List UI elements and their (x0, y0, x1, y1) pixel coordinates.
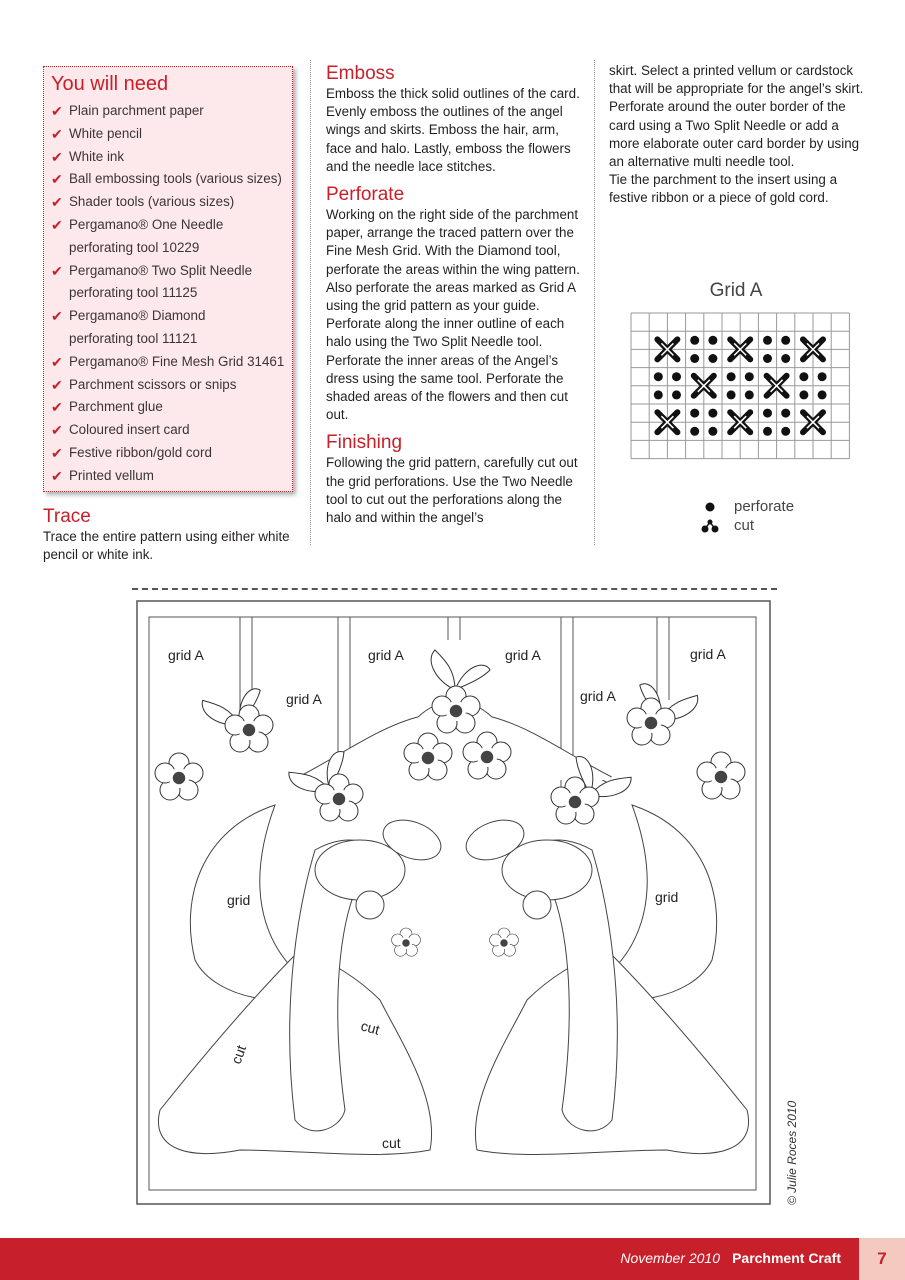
magazine-name: Parchment Craft (732, 1250, 841, 1266)
pattern-label-grid-a: grid A (580, 688, 616, 704)
grid-a-title: Grid A (709, 280, 763, 301)
finishing-heading: Finishing (326, 432, 403, 454)
materials-list-item-label: Pergamano® Fine Mesh Grid 31461 (69, 353, 285, 369)
trace-text: Trace the entire pattern using either white pencil or white ink. (43, 529, 290, 563)
checkmark-icon: ✔ (51, 467, 63, 484)
checkmark-icon: ✔ (51, 148, 63, 165)
finishing-text-cont: skirt. Select a printed vellum or cardstock that will be appropriate for the angel’s skirt. Perforate around the outer border of the card using a Two Split Needle or add a more elaborate outer card border by using an alternative multi needle tool. (609, 63, 864, 170)
legend-perforate: perforate (734, 498, 795, 515)
checkmark-icon: ✔ (51, 376, 63, 393)
legend-cut: cut (734, 517, 755, 534)
page-number: 7 (859, 1238, 905, 1280)
perforate-heading: Perforate (326, 184, 405, 206)
you-will-need-heading: You will need (51, 73, 169, 95)
materials-list-item-label: Parchment glue (69, 399, 163, 415)
page-footer (0, 1238, 905, 1280)
materials-list-item-label: Pergamano® Two Split Needle (69, 262, 253, 278)
materials-list-item-label: perforating tool 11125 (69, 285, 198, 301)
materials-list-item-label: perforating tool 11121 (69, 330, 198, 346)
materials-list-item-label: Shader tools (various sizes) (69, 194, 235, 210)
checkmark-icon: ✔ (51, 422, 63, 439)
finishing-text-tie: Tie the parchment to the insert using a festive ribbon or a piece of gold cord. (609, 172, 838, 206)
pattern-label-grid-a: grid A (168, 647, 204, 663)
pattern-label-grid-a: grid A (505, 647, 541, 663)
checkmark-icon: ✔ (51, 308, 63, 325)
copyright-credit: © Julie Roces 2010 (785, 1100, 799, 1205)
checkmark-icon: ✔ (51, 171, 63, 188)
materials-list-item-label: White pencil (69, 125, 142, 141)
pattern-label-cut: cut (227, 1042, 250, 1067)
checkmark-icon: ✔ (51, 216, 63, 233)
materials-list-item-label: Festive ribbon/gold cord (69, 444, 212, 460)
materials-list-item-label: Coloured insert card (69, 422, 190, 438)
checkmark-icon: ✔ (51, 444, 63, 461)
materials-list-item-label: White ink (69, 148, 125, 164)
materials-list-item-label: Pergamano® One Needle (69, 216, 224, 232)
materials-list-item-label: Ball embossing tools (various sizes) (69, 171, 282, 187)
finishing-text: Following the grid pattern, carefully cut out the grid perforations. Use the Two Needle tool to cut out the perforations along the halo and within the angel’s (326, 455, 578, 526)
materials-list-item-label: Plain parchment paper (69, 103, 204, 118)
pattern-label-grid-a: grid A (368, 647, 404, 663)
pattern-label-cut: cut (382, 1135, 401, 1151)
pattern-label-grid: grid (655, 889, 679, 905)
perforate-text: Working on the right side of the parchment paper, arrange the traced pattern over the Fine Mesh Grid. With the Diamond tool, perforate the areas within the wing pattern. Also perforate the areas marked as Grid A using the grid pattern as your guide. Perforate along the inner outline of each halo using the Two Split Needle tool. Perforate the inner areas of the Angel’s dress using the same tool. Perforate the shaded areas of the flowers and then cut out. (326, 207, 580, 423)
materials-list-item-label: Pergamano® Diamond (69, 308, 206, 324)
pattern-label-grid-a: grid A (286, 691, 322, 707)
checkmark-icon: ✔ (51, 262, 63, 279)
materials-list-item-label: Parchment scissors or snips (69, 376, 237, 392)
materials-list-item-label: perforating tool 10229 (69, 239, 200, 255)
pattern-label-cut: cut (359, 1017, 382, 1038)
checkmark-icon: ✔ (51, 399, 63, 416)
checkmark-icon: ✔ (51, 103, 63, 119)
trace-heading: Trace (43, 506, 91, 527)
emboss-heading: Emboss (326, 63, 395, 84)
emboss-text: Emboss the thick solid outlines of the card. Evenly emboss the outlines of the angel wings and skirts. Emboss the hair, arm, face and halo. Lastly, emboss the flowers and the needle lace stitches. (326, 86, 580, 174)
issue-date: November 2010 (620, 1250, 720, 1266)
checkmark-icon: ✔ (51, 125, 63, 142)
materials-list-item-label: Printed vellum (69, 467, 154, 483)
checkmark-icon: ✔ (51, 353, 63, 370)
pattern-label-grid: grid (227, 892, 251, 908)
checkmark-icon: ✔ (51, 194, 63, 211)
pattern-label-grid-a: grid A (690, 646, 726, 662)
